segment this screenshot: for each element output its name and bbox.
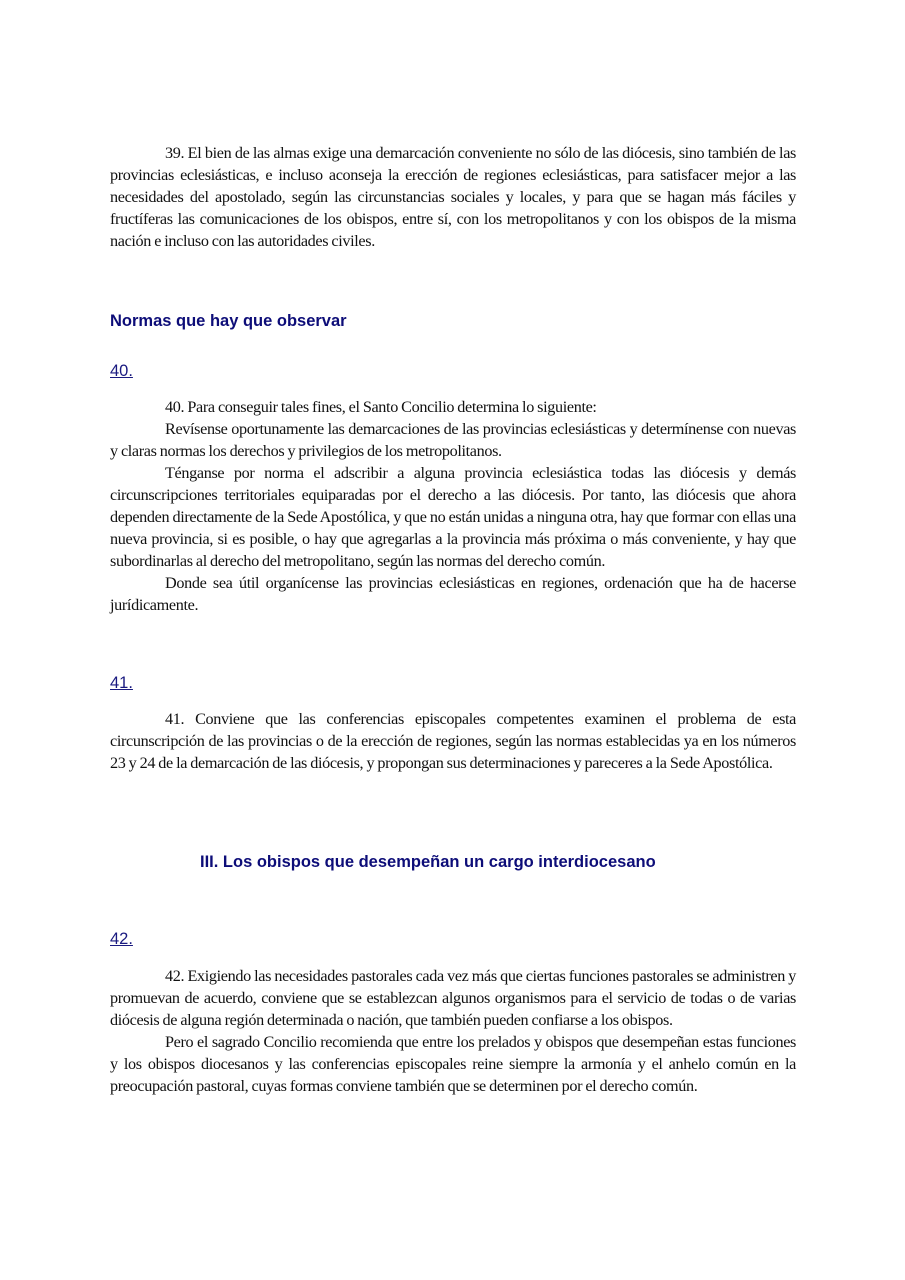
paragraph-42-line-2: Pero el sagrado Concilio recomienda que entre los prelados y obispos que desempeñan estas funciones y los obispos diocesanos y las conferencias episcopales reine siempre la armonía y el anhelo común en la preocupación pastoral, cuyas formas conviene también que se determinen por el derecho común. [110,1033,796,1095]
anchor-link-40[interactable]: 40. [110,362,133,380]
heading-normas: Normas que hay que observar [110,312,347,330]
paragraph-42 [110,965,796,1097]
paragraph-41-text: 41. Conviene que las conferencias episcopales competentes examinen el problema de esta circunscripción de las provincias o de la erección de regiones, según las normas establecidas ya en los números 23 y 24 de la demarcación de las diócesis, y propongan sus determinaciones y pareceres a la Sede Apostólica. [110,710,796,772]
paragraph-40-line-4: Donde sea útil organícense las provincias eclesiásticas en regiones, ordenación que ha de hacerse jurídicamente. [110,574,796,614]
paragraph-41 [110,708,796,774]
paragraph-40-line-1: 40. Para conseguir tales fines, el Santo Concilio determina lo siguiente: [165,398,597,416]
paragraph-42-line-1: 42. Exigiendo las necesidades pastorales cada vez más que ciertas funciones pastorales se administren y promuevan de acuerdo, conviene que se establezcan algunos organismos para el servicio de todas o de varias diócesis de alguna región determinada o nación, que también pueden confiarse a los obispos. [110,967,796,1029]
paragraph-40-line-2: Revísense oportunamente las demarcaciones de las provincias eclesiásticas y determínense con nuevas y claras normas los derechos y privilegios de los metropolitanos. [110,420,796,460]
paragraph-40-line-3: Ténganse por norma el adscribir a alguna provincia eclesiástica todas las diócesis y demás circunscripciones territoriales equiparadas por el derecho a las diócesis. Por tanto, las diócesis que ahora dependen directamente de la Sede Apostólica, y que no están unidas a ninguna otra, hay que formar con ellas una nueva provincia, si es posible, o hay que agregarlas a la provincia más próxima o más conveniente, y hay que subordinarlas al derecho del metropolitano, según las normas del derecho común. [110,464,796,570]
paragraph-39-text: 39. El bien de las almas exige una demarcación conveniente no sólo de las diócesis, sino también de las provincias eclesiásticas, e incluso aconseja la erección de regiones eclesiásticas, para satisfacer mejor a las necesidades del apostolado, según las circunstancias sociales y locales, y para que se hagan más fáciles y fructíferas las comunicaciones de los obispos, entre sí, con los metropolitanos y con los obispos de la misma nación e incluso con las autoridades civiles. [110,144,796,250]
paragraph-40 [110,396,796,616]
heading-section-iii: III. Los obispos que desempeñan un cargo interdiocesano [200,853,656,871]
paragraph-39 [110,142,796,252]
anchor-link-42[interactable]: 42. [110,930,133,948]
anchor-link-41[interactable]: 41. [110,674,133,692]
